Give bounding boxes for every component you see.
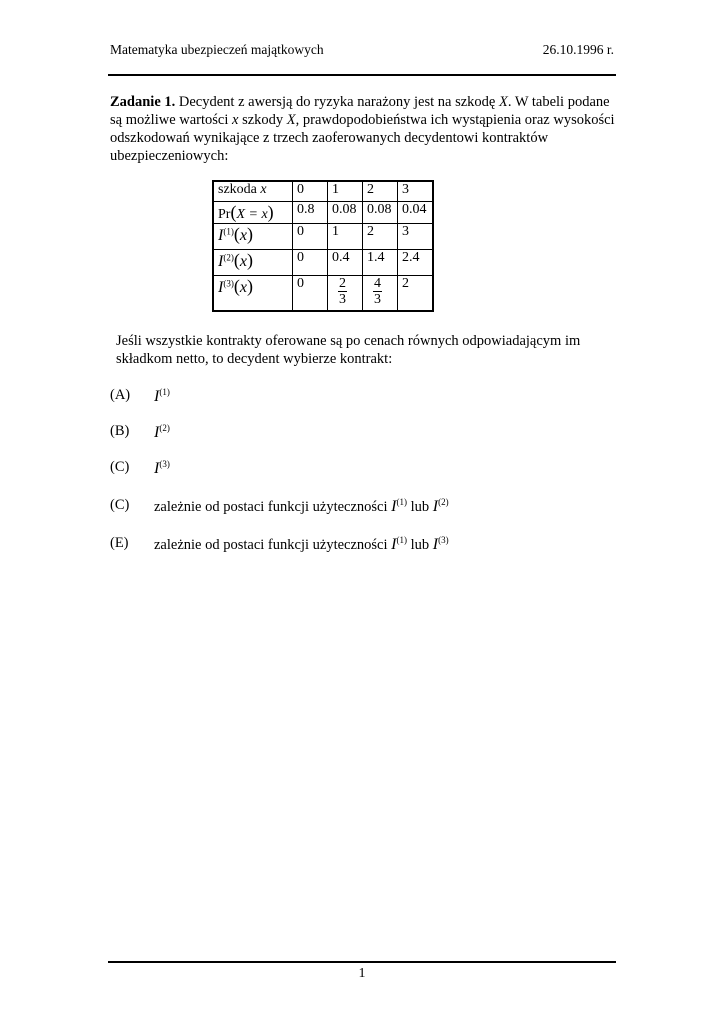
table-cell: 3 (398, 181, 434, 201)
table-cell: 1 (328, 181, 363, 201)
page-header (110, 42, 616, 62)
option-body: zależnie od postaci funkcji użyteczności $I^{(1)}$ lub $I^{(3)}$ (154, 535, 449, 553)
table-cell: 0.08 (328, 201, 363, 223)
table-cell: 0.04 (398, 201, 434, 223)
loss-table (212, 180, 434, 312)
table-cell: 3 (398, 223, 434, 249)
table-cell: 0 (293, 223, 328, 249)
row-label-probability: Pr(X = x) (213, 201, 293, 223)
row-label-contract-1: $I^{(1)}(x)$ (213, 223, 293, 249)
var-x: x (232, 112, 239, 128)
table-row-loss (213, 181, 433, 201)
row-label-contract-2: $I^{(2)}(x)$ (213, 249, 293, 275)
option-label: (C) (110, 497, 130, 513)
table-cell: 0 (293, 249, 328, 275)
table-cell: 0.8 (293, 201, 328, 223)
table-cell: 1.4 (363, 249, 398, 275)
page-number: 1 (358, 966, 366, 981)
footer-rule (108, 961, 616, 963)
header-date: 26.10.1996 r. (542, 42, 614, 57)
option-label: (C) (110, 459, 130, 475)
table-cell: 1 (328, 223, 363, 249)
option-label: (E) (110, 535, 129, 551)
problem-intro (110, 93, 620, 165)
table-cell: 2 (398, 275, 434, 311)
table-row-contract-2 (213, 249, 433, 275)
intro-text-1: Decydent z awersją do ryzyka narażony jest na szkodę (175, 94, 499, 110)
problem-label: Zadanie 1. (110, 94, 176, 110)
problem-question: Jeśli wszystkie kontrakty oferowane są po cenach równych odpowiadającym im składkom netto, to decydent wybierze kontrakt: (116, 333, 581, 367)
table-row-probability (213, 201, 433, 223)
row-label-contract-3: $I^{(3)}(x)$ (213, 275, 293, 311)
table-cell: 0.08 (363, 201, 398, 223)
option-body: $I^{(3)}$ (154, 459, 170, 477)
option-label: (A) (110, 387, 131, 403)
header-title: Matematyka ubezpieczeń majątkowych (110, 42, 324, 57)
var-X-2: X (286, 112, 296, 128)
table-row-contract-3 (213, 275, 433, 311)
table-row-contract-1 (213, 223, 433, 249)
option-body: $I^{(2)}$ (154, 423, 170, 441)
table-cell: 0 (293, 181, 328, 201)
table-cell: 2 (363, 223, 398, 249)
intro-text-2: . W tabeli podane są możliwe wartości (110, 94, 610, 128)
intro-text-4: , prawdopodobieństwa ich wystąpienia oraz wysokości odszkodowań wynikające z trzech zaoferowanych decydentowi kontraktów ubezpieczeniowych: (110, 112, 615, 164)
table-cell: 0 (293, 275, 328, 311)
table-cell: 2.4 (398, 249, 434, 275)
option-body: zależnie od postaci funkcji użyteczności $I^{(1)}$ lub $I^{(2)}$ (154, 497, 449, 515)
header-rule (108, 74, 616, 76)
option-body: $I^{(1)}$ (154, 387, 170, 405)
table-cell-fraction: $\frac{2}{3}$ (328, 275, 363, 311)
table-cell: 2 (363, 181, 398, 201)
var-X: X (498, 94, 508, 110)
table-cell-fraction: $\frac{4}{3}$ (363, 275, 398, 311)
intro-text-3: szkody (238, 112, 287, 128)
row-label-loss: szkoda x (213, 181, 293, 201)
table-cell: 0.4 (328, 249, 363, 275)
option-label: (B) (110, 423, 130, 439)
